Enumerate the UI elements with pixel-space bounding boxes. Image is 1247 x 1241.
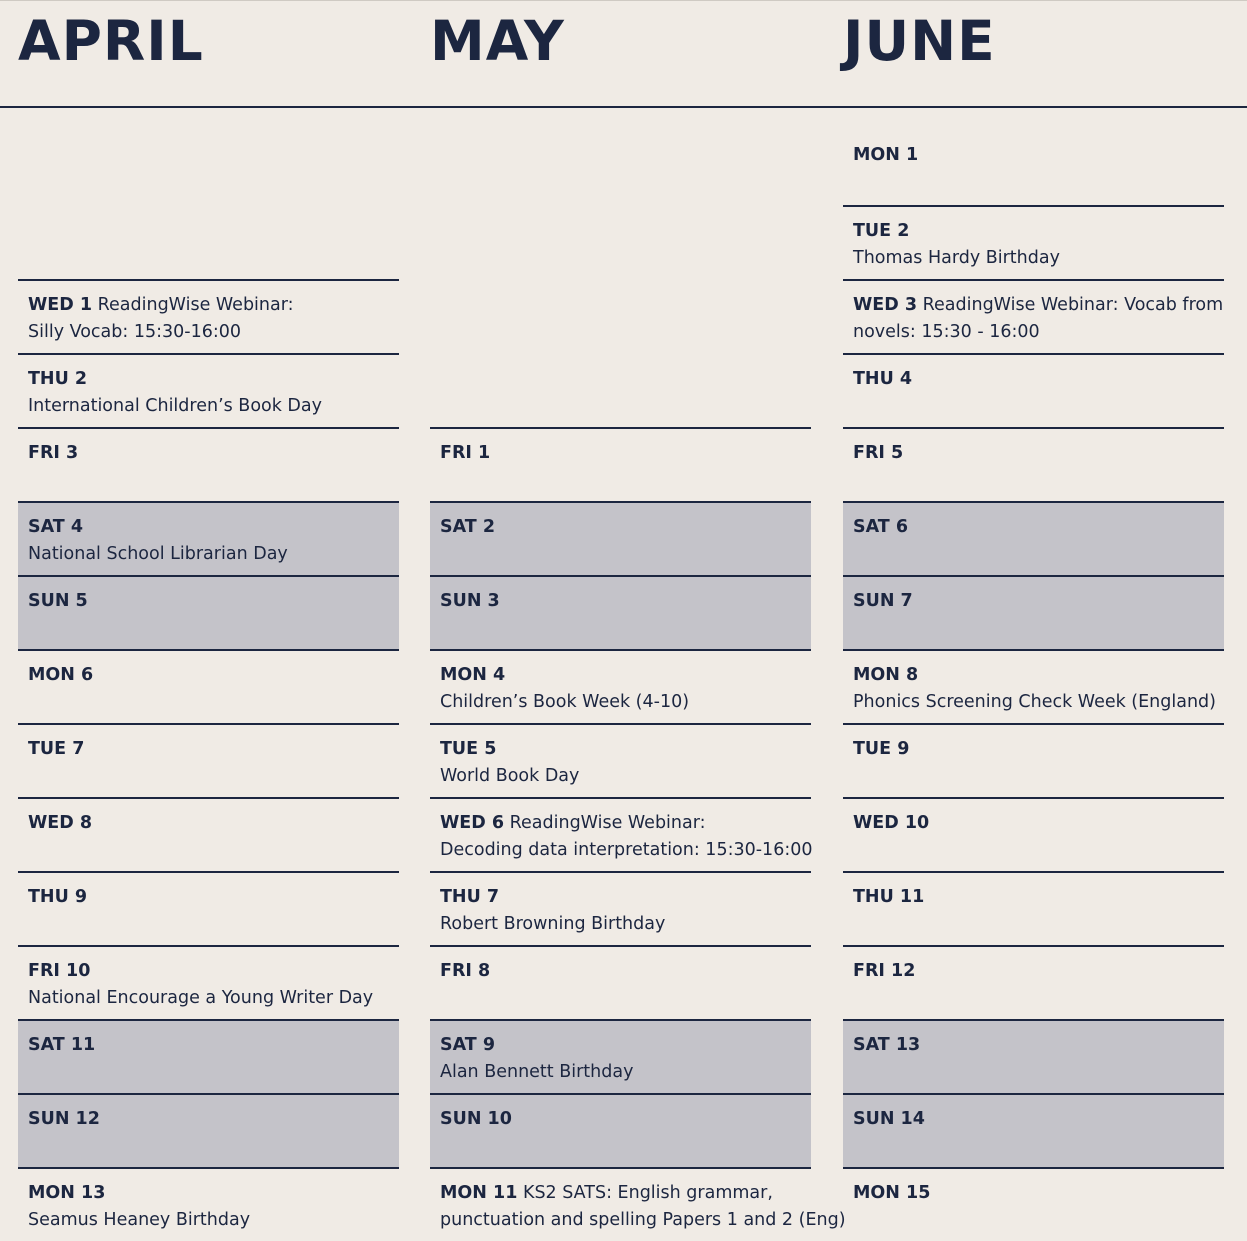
day-label: MON 4 xyxy=(440,665,506,685)
day-label: WED 10 xyxy=(853,813,930,833)
event-text: Robert Browning Birthday xyxy=(440,914,666,934)
june-day-row xyxy=(843,353,1224,427)
june-column xyxy=(843,0,1224,1224)
may-day-row xyxy=(430,797,811,871)
day-label: MON 8 xyxy=(853,665,919,685)
event-text: KS2 SATS: English grammar, xyxy=(522,1183,773,1203)
day-label: SUN 12 xyxy=(28,1109,100,1129)
june-day-row xyxy=(843,205,1224,279)
day-label: WED 8 xyxy=(28,813,93,833)
may-day-row xyxy=(430,501,811,575)
event-text-continued: punctuation and spelling Papers 1 and 2 (Eng) xyxy=(440,1210,846,1230)
day-label: FRI 12 xyxy=(853,961,916,981)
day-label: MON 6 xyxy=(28,665,94,685)
event-text: Phonics Screening Check Week (England) xyxy=(853,692,1216,712)
event-text: ReadingWise Webinar: xyxy=(97,295,294,315)
april-day-row xyxy=(18,427,399,501)
april-day-row xyxy=(18,1019,399,1093)
day-label: MON 15 xyxy=(853,1183,931,1203)
event-text: Thomas Hardy Birthday xyxy=(853,248,1060,268)
day-label: TUE 7 xyxy=(28,739,85,759)
event-text-continued: novels: 15:30 - 16:00 xyxy=(853,322,1040,342)
day-label: THU 4 xyxy=(853,369,913,389)
day-label: TUE 9 xyxy=(853,739,910,759)
event-text-continued: Silly Vocab: 15:30-16:00 xyxy=(28,322,242,342)
june-day-row xyxy=(843,1019,1224,1093)
may-day-row xyxy=(430,1167,846,1241)
event-text: World Book Day xyxy=(440,766,580,786)
day-label: SUN 5 xyxy=(28,591,88,611)
day-label: FRI 8 xyxy=(440,961,491,981)
day-label: FRI 3 xyxy=(28,443,79,463)
event-text: Children’s Book Week (4-10) xyxy=(440,692,690,712)
month-title-june: JUNE xyxy=(843,9,996,73)
april-day-row xyxy=(18,1093,399,1167)
day-label: FRI 1 xyxy=(440,443,491,463)
april-day-row xyxy=(18,353,399,427)
april-day-row xyxy=(18,945,399,1019)
may-day-row xyxy=(430,945,811,1019)
day-label: THU 11 xyxy=(853,887,925,907)
day-label: WED 1 xyxy=(28,295,93,315)
june-day-row xyxy=(843,723,1224,797)
april-day-row xyxy=(18,575,399,649)
may-day-row xyxy=(430,649,811,723)
event-text: National School Librarian Day xyxy=(28,544,288,564)
april-day-row xyxy=(18,501,399,575)
day-label: WED 3 xyxy=(853,295,918,315)
june-day-row xyxy=(843,501,1224,575)
may-day-row xyxy=(430,723,811,797)
day-label: MON 13 xyxy=(28,1183,106,1203)
april-day-row xyxy=(18,1167,399,1241)
june-day-row xyxy=(843,1167,1224,1241)
june-day-row xyxy=(843,575,1224,649)
day-label: SUN 3 xyxy=(440,591,500,611)
event-text: ReadingWise Webinar: xyxy=(509,813,706,833)
day-label: SAT 11 xyxy=(28,1035,96,1055)
day-label: TUE 5 xyxy=(440,739,497,759)
day-label: SUN 14 xyxy=(853,1109,925,1129)
day-label: SAT 9 xyxy=(440,1035,495,1055)
day-label: THU 2 xyxy=(28,369,88,389)
event-text-continued: Decoding data interpretation: 15:30-16:00 xyxy=(440,840,813,860)
may-column xyxy=(430,0,846,1230)
april-day-row xyxy=(18,279,399,353)
day-label: WED 6 xyxy=(440,813,505,833)
april-day-row xyxy=(18,723,399,797)
april-day-row xyxy=(18,797,399,871)
june-day-row xyxy=(843,649,1224,723)
event-text: Alan Bennett Birthday xyxy=(440,1062,634,1082)
june-day-row xyxy=(843,279,1224,353)
june-day-row xyxy=(843,945,1224,1019)
day-label: MON 11 xyxy=(440,1183,518,1203)
event-text: National Encourage a Young Writer Day xyxy=(28,988,374,1008)
day-label: SUN 10 xyxy=(440,1109,512,1129)
day-label: SAT 13 xyxy=(853,1035,921,1055)
april-day-row xyxy=(18,649,399,723)
may-day-row xyxy=(430,1093,811,1167)
day-label: THU 7 xyxy=(440,887,500,907)
event-text: ReadingWise Webinar: Vocab from xyxy=(922,295,1224,315)
april-day-row xyxy=(18,871,399,945)
day-label: SUN 7 xyxy=(853,591,913,611)
day-label: TUE 2 xyxy=(853,221,910,241)
june-day-row xyxy=(843,797,1224,871)
day-label: MON 1 xyxy=(853,145,919,165)
month-title-april: APRIL xyxy=(18,9,204,73)
june-day-row xyxy=(843,1093,1224,1167)
event-text: Seamus Heaney Birthday xyxy=(28,1210,251,1230)
april-column xyxy=(18,0,399,1230)
day-label: FRI 10 xyxy=(28,961,91,981)
june-day-row xyxy=(843,131,1224,205)
day-label: SAT 2 xyxy=(440,517,495,537)
event-text: International Children’s Book Day xyxy=(28,396,322,416)
june-day-row xyxy=(843,427,1224,501)
june-day-row xyxy=(843,871,1224,945)
day-label: SAT 4 xyxy=(28,517,83,537)
day-label: FRI 5 xyxy=(853,443,904,463)
may-day-row xyxy=(430,575,811,649)
month-title-may: MAY xyxy=(430,9,565,73)
may-day-row xyxy=(430,427,811,501)
day-label: THU 9 xyxy=(28,887,88,907)
day-label: SAT 6 xyxy=(853,517,908,537)
may-day-row xyxy=(430,871,811,945)
may-day-row xyxy=(430,1019,811,1093)
